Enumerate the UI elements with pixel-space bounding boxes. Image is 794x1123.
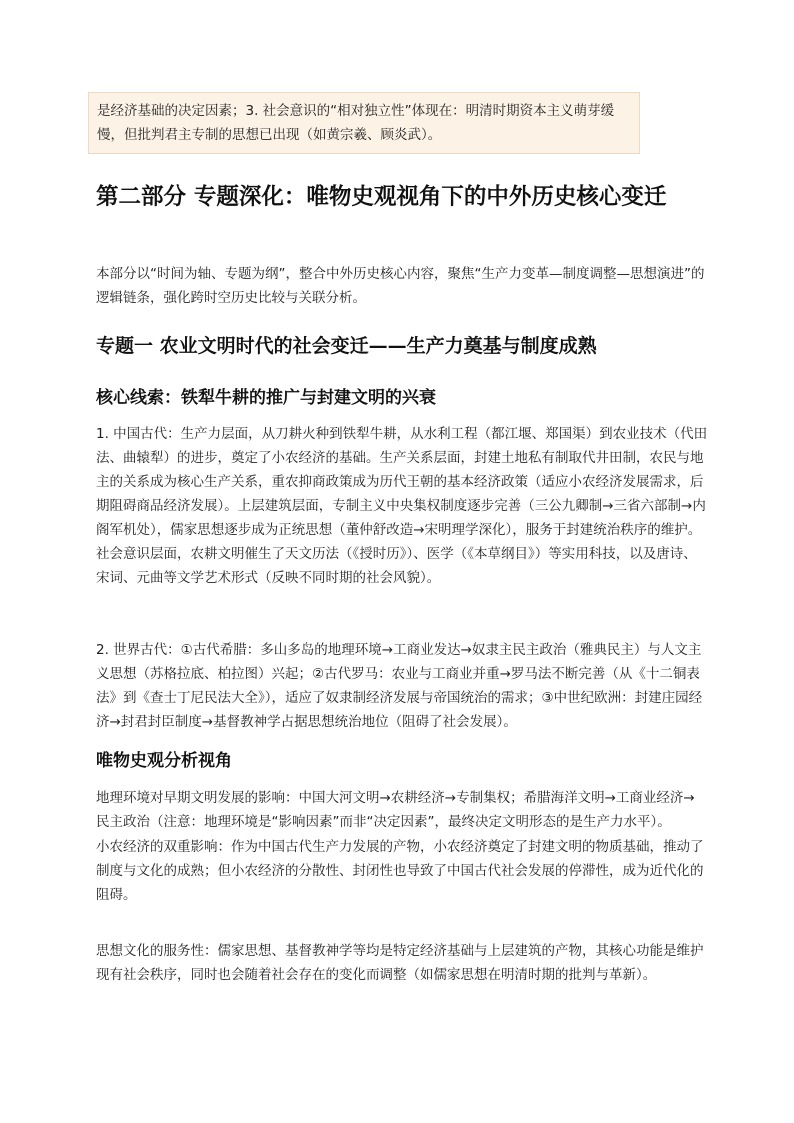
part2-title: 第二部分 专题深化：唯物史观视角下的中外历史核心变迁 bbox=[96, 184, 667, 210]
note-box bbox=[88, 92, 640, 154]
core-line-paragraph-china: 1. 中国古代：生产力层面，从刀耕火种到铁犁牛耕，从水利工程（都江堰、郑国渠）到农业技术（代田法、曲辕犁）的进步，奠定了小农经济的基础。生产关系层面，封建土地私有制取代井田制，农民与地主的关系成为核心生产关系，重农抑商政策成为历代王朝的基本经济政策（适应小农经济发展需求，后期阻碍商品经济发展）。上层建筑层面，专制主义中央集权制度逐步完善（三公九卿制→三省六部制→内阁军机处），儒家思想逐步成为正统思想（董仲舒改造→宋明理学深化），服务于封建统治秩序的维护。社会意识层面，农耕文明催生了天文历法（《授时历》）、医学（《本草纲目》）等实用科技，以及唐诗、宋词、元曲等文学艺术形式（反映不同时期的社会风貌）。 bbox=[96, 426, 708, 586]
topic1-title: 专题一 农业文明时代的社会变迁——生产力奠基与制度成熟 bbox=[96, 335, 597, 357]
core-line-paragraph-world: 2. 世界古代：①古代希腊：多山多岛的地理环境→工商业发达→奴隶主民主政治（雅典民主）与人文主义思想（苏格拉底、柏拉图）兴起；②古代罗马：农业与工商业并重→罗马法不断完善（从《十二铜表法》到《查士丁尼民法大全》），适应了奴隶制经济发展与帝国统治的需求；③中世纪欧洲：封建庄园经济→封君封臣制度→基督教神学占据思想统治地位（阻碍了社会发展）。 bbox=[96, 642, 703, 730]
part2-intro: 本部分以“时间为轴、专题为纲”，整合中外历史核心内容，聚焦“生产力变革—制度调整—思想演进”的逻辑链条，强化跨时空历史比较与关联分析。 bbox=[96, 266, 705, 306]
perspective-paragraph-small-peasant: 小农经济的双重影响：作为中国古代生产力发展的产物，小农经济奠定了封建文明的物质基础，推动了制度与文化的成熟；但小农经济的分散性、封闭性也导致了中国古代社会发展的停滞性，成为近代化的阻碍。 bbox=[96, 839, 704, 903]
note-box-text: 是经济基础的决定因素；3. 社会意识的“相对独立性”体现在：明清时期资本主义萌芽缓慢，但批判君主专制的思想已出现（如黄宗羲、顾炎武）。 bbox=[97, 103, 615, 143]
perspective-heading: 唯物史观分析视角 bbox=[96, 751, 232, 771]
core-line-heading: 核心线索：铁犁牛耕的推广与封建文明的兴衰 bbox=[96, 388, 436, 408]
perspective-paragraph-geography: 地理环境对早期文明发展的影响：中国大河文明→农耕经济→专制集权；希腊海洋文明→工商业经济→民主政治（注意：地理环境是“影响因素”而非“决定因素”，最终决定文明形态的是生产力水平）。 bbox=[96, 790, 695, 830]
perspective-paragraph-ideology: 思想文化的服务性：儒家思想、基督教神学等均是特定经济基础与上层建筑的产物，其核心功能是维护现有社会秩序，同时也会随着社会存在的变化而调整（如儒家思想在明清时期的批判与革新）。 bbox=[96, 943, 704, 983]
